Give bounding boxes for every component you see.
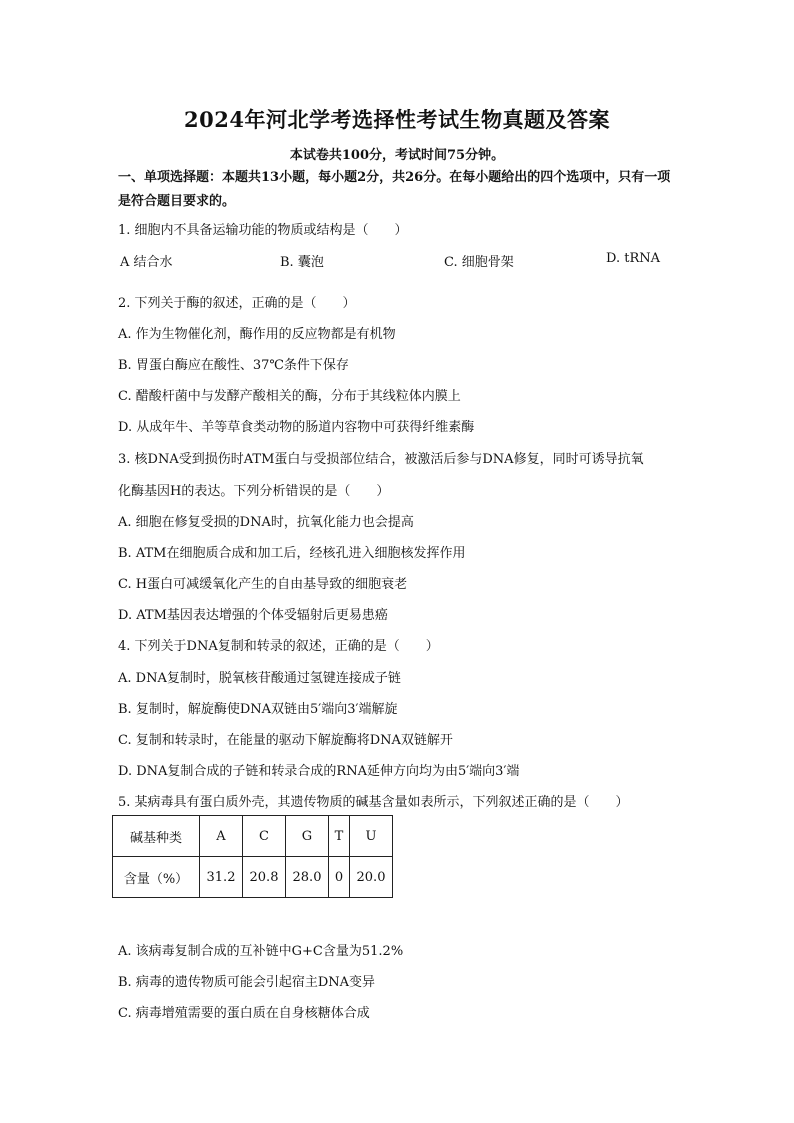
q3-option-d: D. ATM基因表达增强的个体受辐射后更易患癌 [118, 608, 388, 623]
q3-option-c: C. H蛋白可减缓氧化产生的自由基导致的细胞衰老 [118, 577, 408, 592]
question-3-stem-line-2: 化酶基因H的表达。下列分析错误的是（ ） [118, 484, 390, 499]
q4-option-b: B. 复制时，解旋酶使DNA双链由5′端向3′端解旋 [118, 702, 398, 717]
q1-option-b: B. 囊泡 [280, 255, 324, 270]
base-content-table [112, 815, 393, 898]
q2-option-a: A. 作为生物催化剂，酶作用的反应物都是有机物 [118, 327, 396, 342]
table-cell: 31.2 [200, 857, 243, 898]
table-cell: A [200, 816, 243, 857]
table-cell: T [329, 816, 350, 857]
table-cell: 20.0 [350, 857, 393, 898]
table-row [113, 816, 393, 857]
table-cell: 20.8 [243, 857, 286, 898]
section-heading: 一、单项选择题：本题共13小题，每小题2分，共26分。在每小题给出的四个选项中，只有一项是符合题目要求的。 [118, 170, 671, 209]
question-5-stem: 5. 某病毒具有蛋白质外壳，其遗传物质的碱基含量如表所示，下列叙述正确的是（ ） [118, 795, 629, 810]
table-cell: 28.0 [286, 857, 329, 898]
q5-option-c: C. 病毒增殖需要的蛋白质在自身核糖体合成 [118, 1006, 370, 1021]
q5-option-b: B. 病毒的遗传物质可能会引起宿主DNA变异 [118, 975, 376, 990]
q2-option-d: D. 从成年牛、羊等草食类动物的肠道内容物中可获得纤维素酶 [118, 420, 475, 435]
q4-option-a: A. DNA复制时，脱氧核苷酸通过氢键连接成子链 [118, 671, 401, 686]
question-2-stem: 2. 下列关于酶的叙述，正确的是（ ） [118, 296, 356, 311]
table-cell: 0 [329, 857, 350, 898]
table-header-cell: 含量（%） [113, 857, 200, 898]
exam-info: 本试卷共100分，考试时间75分钟。 [289, 148, 505, 163]
q2-option-b: B. 胃蛋白酶应在酸性、37℃条件下保存 [118, 358, 349, 373]
q4-option-c: C. 复制和转录时，在能量的驱动下解旋酶将DNA双链解开 [118, 733, 453, 748]
q4-option-d: D. DNA复制合成的子链和转录合成的RNA延伸方向均为由5′端向3′端 [118, 764, 520, 779]
table-cell: U [350, 816, 393, 857]
table-row [113, 857, 393, 898]
q3-option-b: B. ATM在细胞质合成和加工后，经核孔进入细胞核发挥作用 [118, 546, 466, 561]
q2-option-c: C. 醋酸杆菌中与发酵产酸相关的酶，分布于其线粒体内膜上 [118, 389, 461, 404]
q5-option-a: A. 该病毒复制合成的互补链中G+C含量为51.2% [118, 944, 404, 959]
table-cell: C [243, 816, 286, 857]
table-header-cell: 碱基种类 [113, 816, 200, 857]
q1-option-a: A 结合水 [120, 255, 173, 270]
q1-option-c: C. 细胞骨架 [444, 255, 514, 270]
q3-option-a: A. 细胞在修复受损的DNA时，抗氧化能力也会提高 [118, 515, 414, 530]
question-4-stem: 4. 下列关于DNA复制和转录的叙述，正确的是（ ） [118, 639, 439, 654]
q1-option-d: D. tRNA [606, 251, 660, 266]
table-cell: G [286, 816, 329, 857]
question-1-stem: 1. 细胞内不具备运输功能的物质或结构是（ ） [118, 223, 408, 238]
page-title: 2024年河北学考选择性考试生物真题及答案 [184, 107, 610, 132]
question-3-stem-line-1: 3. 核DNA受到损伤时ATM蛋白与受损部位结合，被激活后参与DNA修复，同时可诱导抗氧 [118, 452, 644, 467]
